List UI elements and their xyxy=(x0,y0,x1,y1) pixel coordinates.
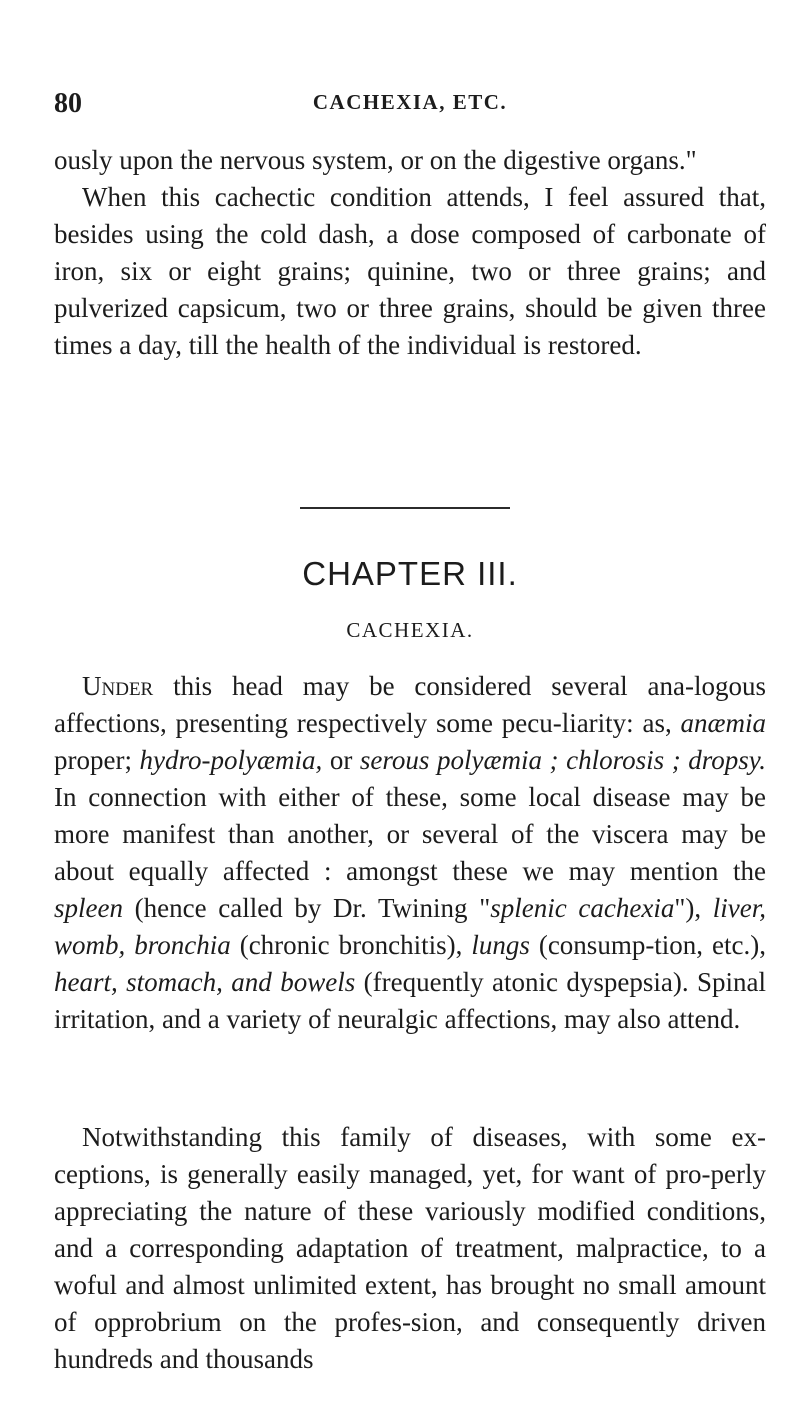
paragraph-3-part-e: (hence called by Dr. Twining " xyxy=(122,893,491,923)
paragraph-1-text: ously upon the nervous system, or on the digestive organs." xyxy=(54,145,697,175)
paragraph-3-part-d: In connection with either of these, some local disease may be more manifest than another, or several of the viscera may be about equally affected : amongst these we may mention the xyxy=(54,782,766,886)
term-liver-womb-bronchia: liver, womb, bronchia xyxy=(54,893,767,960)
term-spleen: spleen xyxy=(54,893,123,923)
paragraph-notwithstanding: Notwithstanding this family of diseases, with some ex-ceptions, is generally easily managed, yet, for want of pro-perly appreciating the nature of these variously modified conditions, and a corresponding adaptation of treatment, malpractice, to a woful and almost unlimited extent, has brought no small amount of opprobrium on the profes-sion, and consequently driven hundreds and thousands xyxy=(54,1122,766,1374)
paragraph-3-part-i: (frequently atonic dyspepsia). Spinal irritation, and a variety of neuralgic affections, may also attend. xyxy=(54,967,766,1034)
term-serous-polyaemia: serous polyæmia ; chlorosis ; dropsy. xyxy=(359,745,767,775)
paragraph-chapter-intro xyxy=(54,668,766,1038)
running-head xyxy=(54,88,766,120)
page-number: 80 xyxy=(54,88,82,119)
paragraph-2-text: When this cachectic condition attends, I feel assured that, besides using the cold dash, a dose composed of carbonate of iron, six or eight grains; quinine, two or three grains; and pulverized capsicum, two or three grains, should be given three times a day, till the health of the individual is restored. xyxy=(54,182,766,360)
paragraph-continuation xyxy=(54,142,766,364)
paragraph-3-part-g: (chronic bronchitis), xyxy=(230,930,472,960)
chapter-title: CHAPTER III. xyxy=(302,555,518,592)
term-anaemia: anæmia xyxy=(680,708,766,738)
paragraph-3-part-h: (consump-tion, etc.), xyxy=(529,930,766,960)
paragraph-3-part-b: proper; xyxy=(54,745,140,775)
term-heart-stomach-bowels: heart, stomach, and bowels xyxy=(54,967,356,997)
paragraph-3-part-c: or xyxy=(322,745,360,775)
term-lungs: lungs xyxy=(471,930,530,960)
paragraph-3-part-f: "), xyxy=(674,893,713,923)
term-hydro-polyaemia: hydro-polyæmia, xyxy=(139,745,323,775)
chapter-subtitle: CACHEXIA. xyxy=(346,618,474,642)
section-divider xyxy=(300,507,510,509)
paragraph-3-part-a: this head may be considered several ana-logous affections, presenting respectively some pecu-liarity: as, xyxy=(54,671,766,738)
running-title: CACHEXIA, ETC. xyxy=(312,90,508,114)
term-splenic-cachexia: splenic cachexia xyxy=(490,893,675,923)
paragraph-lead-word: Under xyxy=(82,671,154,701)
